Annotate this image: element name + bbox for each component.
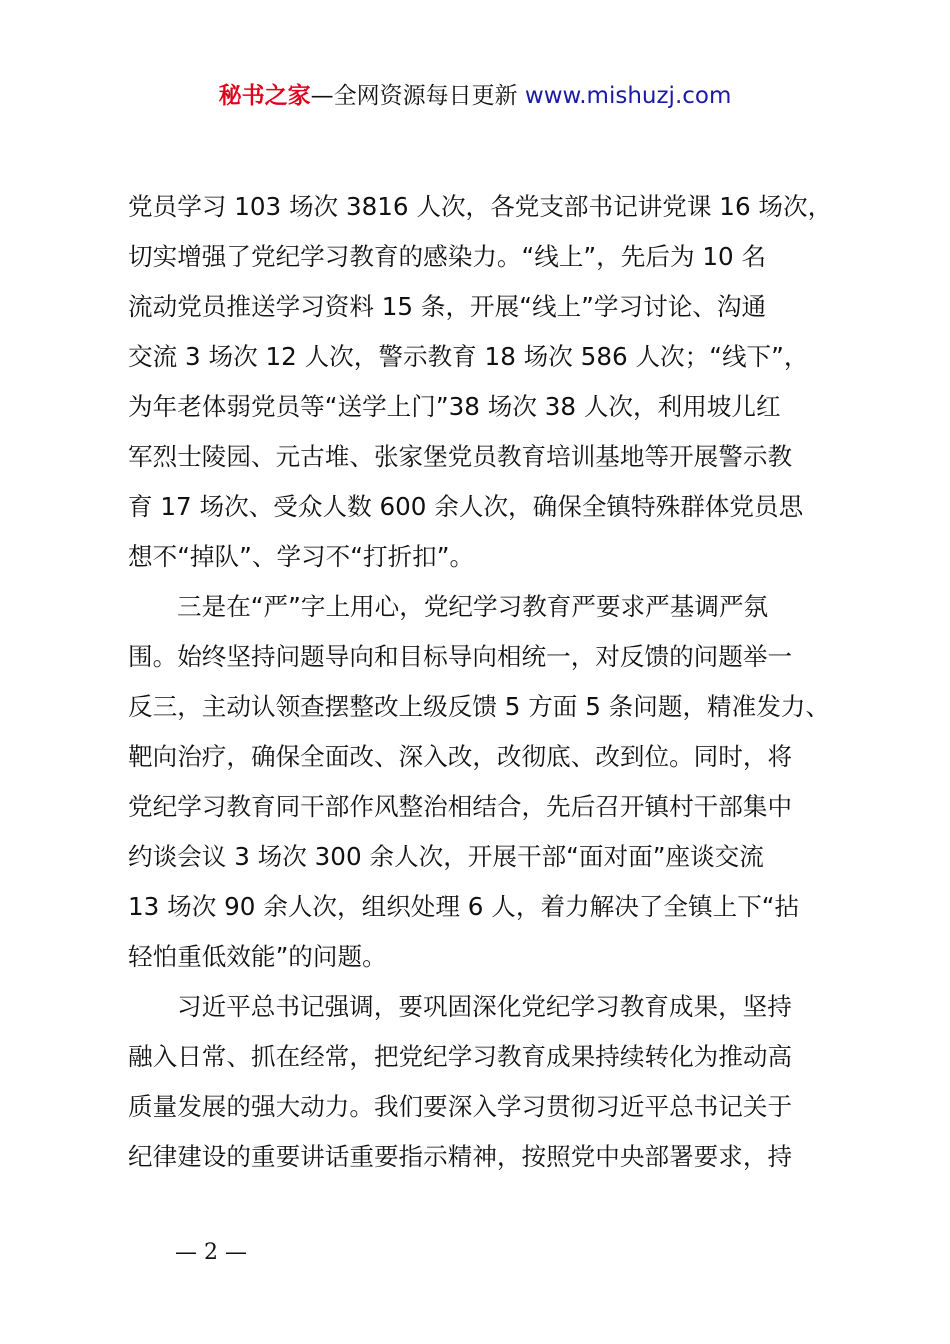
text-line: 党纪学习教育同干部作风整治相结合，先后召开镇村干部集中: [128, 792, 793, 821]
site-url-link[interactable]: www.mishuzj.com: [524, 83, 732, 109]
text-line: 反三，主动认领查摆整改上级反馈 5 方面 5 条问题，精准发力、: [128, 692, 831, 721]
text-line: 育 17 场次、受众人数 600 余人次，确保全镇特殊群体党员思: [128, 492, 804, 521]
paragraph: [128, 182, 840, 582]
text-line: 靶向治疗，确保全面改、深入改，改彻底、改到位。同时，将: [128, 742, 793, 771]
paragraph: [128, 982, 840, 1182]
text-line: 为年老体弱党员等“送学上门”38 场次 38 人次，利用坡儿红: [128, 392, 781, 421]
text-line: 切实增强了党纪学习教育的感染力。“线上”，先后为 10 名: [128, 242, 767, 271]
text-line: 想不“掉队”、学习不“打折扣”。: [128, 542, 475, 571]
text-line: 围。始终坚持问题导向和目标导向相统一，对反馈的问题举一: [128, 642, 793, 671]
text-line: 纪律建设的重要讲话重要指示精神，按照党中央部署要求，持: [128, 1142, 793, 1171]
text-line: 流动党员推送学习资料 15 条，开展“线上”学习讨论、沟通: [128, 292, 767, 321]
text-line: 约谈会议 3 场次 300 余人次，开展干部“面对面”座谈交流: [128, 842, 764, 871]
text-line: 交流 3 场次 12 人次，警示教育 18 场次 586 人次；“线下”，: [128, 342, 809, 371]
text-line: 轻怕重低效能”的问题。: [128, 942, 387, 971]
site-header: [0, 80, 950, 112]
text-line: 习近平总书记强调，要巩固深化党纪学习教育成果，坚持: [177, 992, 792, 1021]
text-line: 质量发展的强大动力。我们要深入学习贯彻习近平总书记关于: [128, 1092, 793, 1121]
paragraph: [128, 582, 840, 982]
text-line: 党员学习 103 场次 3816 人次，各党支部书记讲党课 16 场次，: [128, 192, 833, 221]
text-line: 融入日常、抓在经常，把党纪学习教育成果持续转化为推动高: [128, 1042, 793, 1071]
document-body: [128, 182, 840, 1182]
site-tagline: —全网资源每日更新: [310, 83, 525, 109]
site-brand: 秘书之家: [218, 83, 311, 109]
text-line: 军烈士陵园、元古堆、张家堡党员教育培训基地等开展警示教: [128, 442, 793, 471]
page-number: — 2 —: [175, 1240, 247, 1265]
text-line: 13 场次 90 余人次，组织处理 6 人，着力解决了全镇上下“拈: [128, 892, 800, 921]
text-line: 三是在“严”字上用心，党纪学习教育严要求严基调严氛: [177, 592, 769, 621]
